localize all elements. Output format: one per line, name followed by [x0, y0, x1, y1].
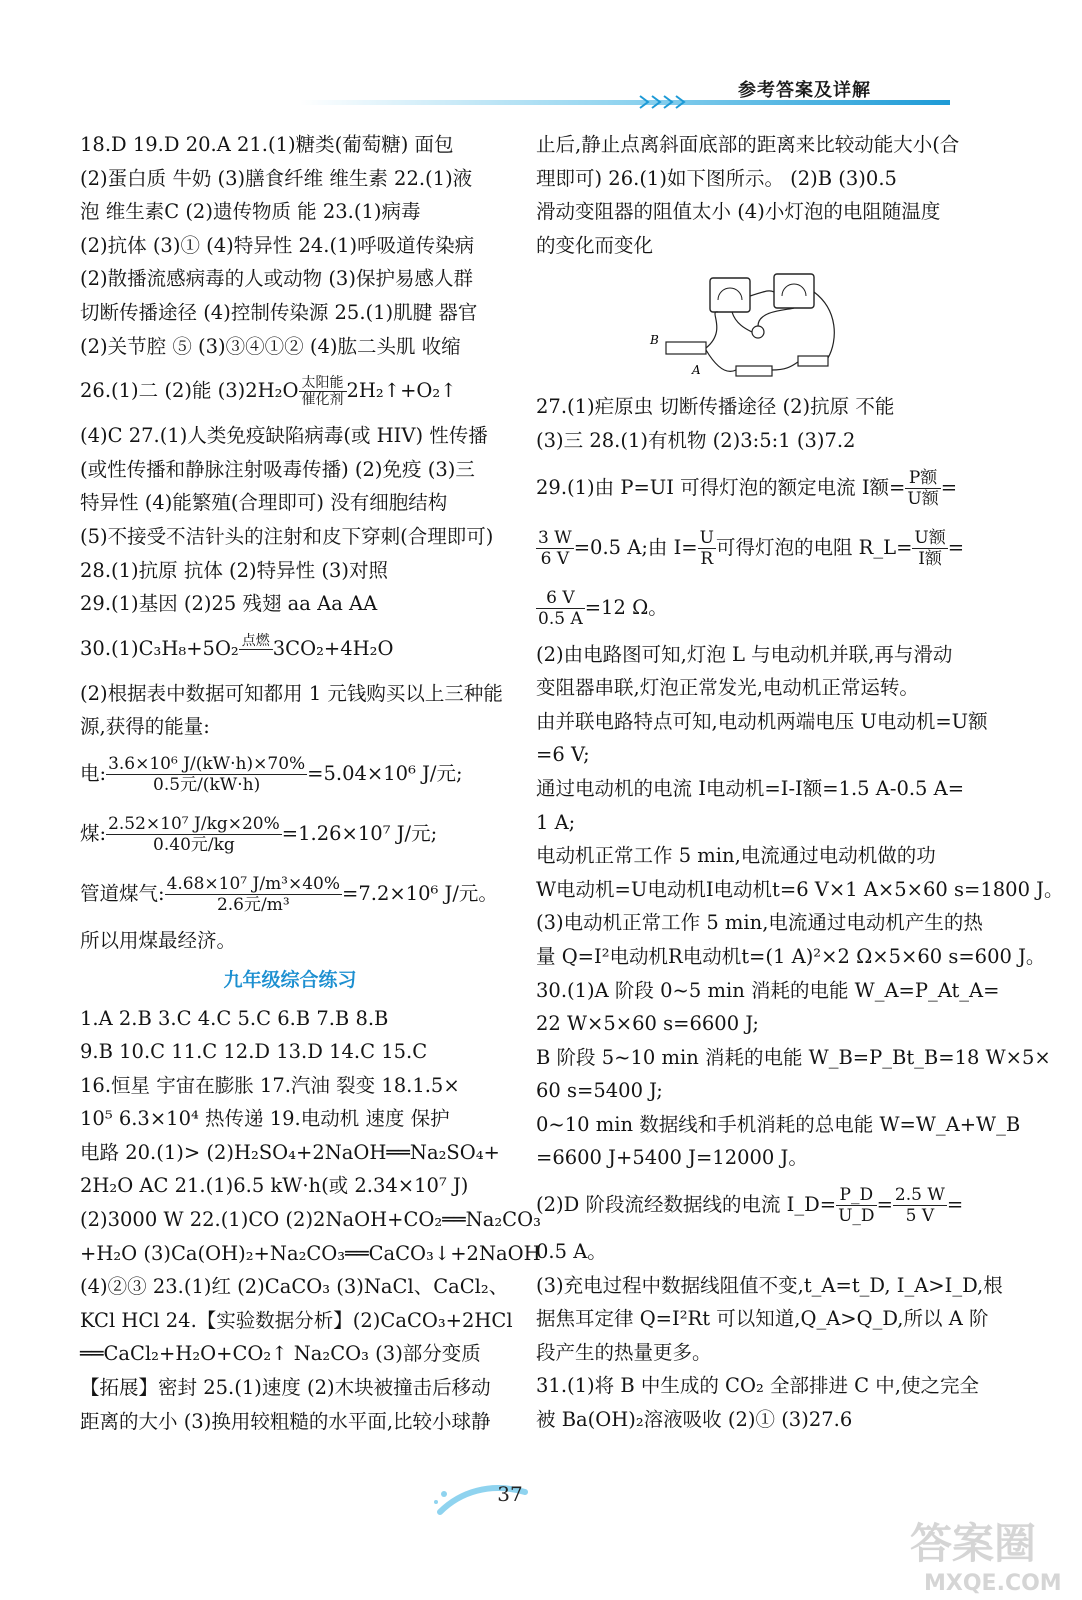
answer-line: 通过电动机的电流 I电动机=I-I额=1.5 A-0.5 A=	[536, 776, 965, 800]
answer-line: 22 W×5×60 s=6600 J;	[536, 1012, 759, 1036]
answer-line: 31.(1)将 B 中生成的 CO₂ 全部排进 C 中,使之完全	[536, 1374, 979, 1398]
answer-line: 切断传播途径 (4)控制传染源 25.(1)肌腱 器官	[80, 300, 478, 324]
answer-line: (3)三 28.(1)有机物 (2)3:5:1 (3)7.2	[536, 428, 856, 452]
circuit-label-b: B	[650, 333, 659, 347]
header-decoration	[0, 0, 1082, 112]
answer-line: 据焦耳定律 Q=I²Rt 可以知道,Q_A>Q_D,所以 A 阶	[536, 1307, 989, 1331]
answer-line: 0~10 min 数据线和手机消耗的总电能 W=W_A+W_B	[536, 1112, 1021, 1136]
answer-line: +H₂O (3)Ca(OH)₂+Na₂CO₃══CaCO₃↓+2NaOH	[80, 1241, 541, 1265]
answer-line: 0.5 A。	[536, 1240, 607, 1264]
answer-line: 段产生的热量更多。	[536, 1340, 712, 1364]
answer-line: KCl HCl 24.【实验数据分析】(2)CaCO₃+2HCl	[80, 1308, 513, 1332]
answer-line: (2)抗体 (3)① (4)特异性 24.(1)呼吸道传染病	[80, 233, 475, 257]
circuit-diagram	[648, 270, 858, 390]
conclusion: 所以用煤最经济。	[80, 928, 237, 952]
answer-line: 16.恒星 宇宙在膨胀 17.汽油 裂变 18.1.5×	[80, 1073, 460, 1097]
answer-line: 1 A;	[536, 810, 576, 834]
answer-line: 60 s=5400 J;	[536, 1079, 663, 1103]
left-column	[80, 128, 541, 1438]
answer-line: 10⁵ 6.3×10⁴ 热传递 19.电动机 速度 保护	[80, 1107, 450, 1131]
q29-line3: $\frac{6 V}{0.5 A}$ =12 Ω。	[538, 587, 668, 629]
answer-line: (3)电动机正常工作 5 min,电流通过电动机产生的热	[536, 911, 983, 935]
answer-line: (4)C 27.(1)人类免疫缺陷病毒(或 HIV) 性传播	[80, 424, 488, 448]
q29-line2: $\frac{3 W}{6 V}$ =0.5 A;由 I= $\frac{U}{R}$ 可得灯泡的电阻 R_L= $\frac{\text{U额}}{\text{I额}}$ =	[538, 527, 965, 569]
watermark-logo	[900, 1500, 1070, 1600]
answer-line: 电路 20.(1)> (2)H₂SO₄+2NaOH══Na₂SO₄+	[80, 1140, 500, 1164]
answer-line: 30.(1)A 阶段 0~5 min 消耗的电能 W_A=P_At_A=	[536, 978, 1000, 1002]
answer-line: 特异性 (4)能繁殖(合理即可) 没有细胞结构	[80, 491, 448, 515]
answer-line: 变阻器串联,灯泡正常发光,电动机正常运转。	[536, 676, 919, 700]
answer-line: 止后,静止点离斜面底部的距离来比较动能大小(合	[536, 133, 960, 156]
answer-line: 18.D 19.D 20.A 21.(1)糖类(葡萄糖) 面包	[80, 133, 454, 156]
answer-line: 电动机正常工作 5 min,电流通过电动机做的功	[536, 844, 936, 868]
header-title: 参考答案及详解	[738, 80, 871, 101]
answer-line: (5)不接受不洁针头的注射和皮下穿刺(合理即可)	[80, 524, 494, 548]
answer-line: (2)散播流感病毒的人或动物 (3)保护易感人群	[80, 267, 473, 291]
answer-line: 的变化而变化	[536, 233, 654, 257]
switch-icon	[798, 356, 828, 366]
equation-26: 26.(1)二 (2)能 (3)2H₂O 太阳能 催化剂 2H₂↑+O₂↑	[80, 375, 457, 409]
answer-line: (或性传播和静脉注射吸毒传播) (2)免疫 (3)三	[80, 457, 475, 481]
answer-line: 28.(1)抗原 抗体 (2)特异性 (3)对照	[80, 558, 388, 582]
circuit-label-a: A	[692, 363, 701, 377]
q30-2-line: (2)D 阶段流经数据线的电流 I_D= $\frac{P\_D}{U\_D}$ = $\frac{2.5 W}{5 V}$ =	[536, 1185, 964, 1227]
answer-line: (4)②③ 23.(1)红 (2)CaCO₃ (3)NaCl、CaCl₂、	[80, 1275, 509, 1299]
calc-electricity: 电: $\frac{\text{3.6×10⁶ J/(kW·h)×70\%}}{\text{0.5元/(kW·h)}}$ =5.04×10⁶ J/元;	[80, 753, 463, 795]
svg-text:答案圈: 答案圈	[910, 1519, 1037, 1568]
reaction-condition: 点燃	[239, 633, 273, 666]
bulb-icon	[752, 326, 764, 338]
page-number: 37	[497, 1482, 523, 1506]
answer-line: 9.B 10.C 11.C 12.D 13.D 14.C 15.C	[80, 1040, 428, 1064]
answer-line: (2)根据表中数据可知都用 1 元钱购买以上三种能	[80, 681, 503, 705]
ammeter-icon	[774, 274, 814, 308]
answer-line: 2H₂O AC 21.(1)6.5 kW·h(或 2.34×10⁷ J)	[80, 1174, 469, 1198]
answer-line: 由并联电路特点可知,电动机两端电压 U电动机=U额	[536, 709, 988, 733]
page-header	[0, 0, 1082, 112]
answer-line: (3)充电过程中数据线阻值不变,t_A=t_D, I_A>I_D,根	[536, 1273, 1003, 1297]
answer-line: =6600 J+5400 J=12000 J。	[536, 1146, 808, 1170]
svg-text:MXQE.COM: MXQE.COM	[924, 1571, 1062, 1596]
answer-line: 1.A 2.B 3.C 4.C 5.C 6.B 7.B 8.B	[80, 1006, 389, 1030]
voltmeter-icon	[710, 278, 750, 312]
answer-line: 量 Q=I²电动机R电动机t=(1 A)²×2 Ω×5×60 s=600 J。	[536, 944, 1046, 968]
equation-30: 30.(1)C₃H₈+5O₂ 点燃 3CO₂+4H₂O	[80, 621, 500, 677]
calc-coal: 煤: $\frac{\text{2.52×10⁷ J/kg×20\%}}{\text{0.40元/kg}}$ =1.26×10⁷ J/元;	[80, 813, 438, 855]
q29-line1: 29.(1)由 P=UI 可得灯泡的额定电流 I额= $\frac{\text{P额}}{\text{U额}}$ =	[536, 467, 958, 509]
answer-line: (2)由电路图可知,灯泡 L 与电动机并联,再与滑动	[536, 642, 953, 666]
rheostat-icon	[666, 342, 706, 354]
answer-line: 滑动变阻器的阻值太小 (4)小灯泡的电阻随温度	[536, 200, 941, 224]
answer-line: W电动机=U电动机I电动机t=6 V×1 A×5×60 s=1800 J。	[536, 877, 1064, 901]
answer-line: 27.(1)疟原虫 切断传播途径 (2)抗原 不能	[536, 395, 895, 419]
reaction-condition: 太阳能 催化剂	[299, 375, 347, 408]
answer-line: B 阶段 5~10 min 消耗的电能 W_B=P_Bt_B=18 W×5×	[536, 1045, 1051, 1069]
answer-line: 【拓展】密封 25.(1)速度 (2)木块被撞击后移动	[80, 1376, 491, 1400]
answer-line: ══CaCl₂+H₂O+CO₂↑ Na₂CO₃ (3)部分变质	[80, 1342, 481, 1366]
answer-line: (2)关节腔 ⑤ (3)③④①② (4)肱二头肌 收缩	[80, 334, 461, 358]
answer-line: (2)3000 W 22.(1)CO (2)2NaOH+CO₂══Na₂CO₃	[80, 1208, 541, 1232]
battery-icon	[736, 366, 772, 376]
section-title: 九年级综合练习	[223, 968, 357, 991]
answer-line: 29.(1)基因 (2)25 残翅 aa Aa AA	[80, 592, 378, 616]
answer-line: 泡 维生素C (2)遗传物质 能 23.(1)病毒	[80, 200, 421, 224]
answer-line: 源,获得的能量:	[80, 715, 210, 739]
answer-line: 距离的大小 (3)换用较粗糙的水平面,比较小球静	[80, 1409, 491, 1433]
calc-gas: 管道煤气: $\frac{\text{4.68×10⁷ J/m³×40\%}}{\text{2.6元/m³}}$ =7.2×10⁶ J/元。	[80, 873, 498, 915]
answer-line: 被 Ba(OH)₂溶液吸收 (2)① (3)27.6	[536, 1408, 853, 1432]
answer-line: =6 V;	[536, 743, 590, 767]
answer-line: 理即可) 26.(1)如下图所示。 (2)B (3)0.5	[536, 166, 897, 190]
answer-line: (2)蛋白质 牛奶 (3)膳食纤维 维生素 22.(1)液	[80, 166, 473, 190]
